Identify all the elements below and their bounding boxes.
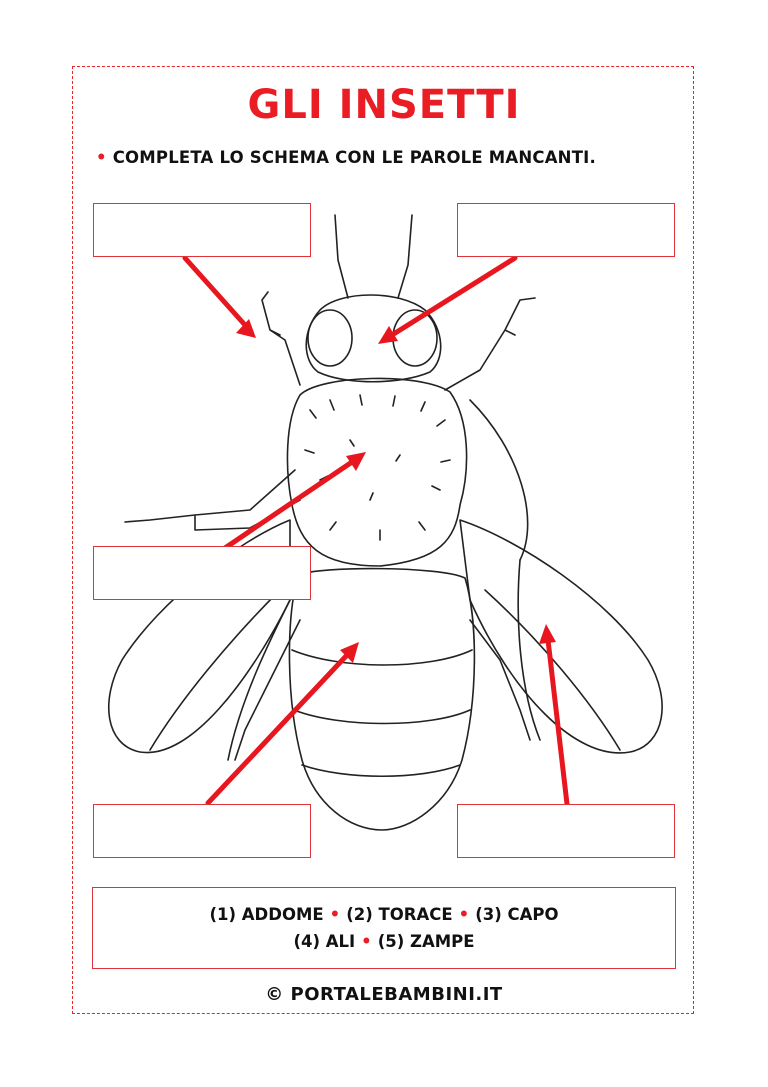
word-bank-line-1 [93,901,675,928]
thorax [287,378,466,566]
right-front-leg [445,298,535,390]
separator: • [361,932,372,951]
page-title: GLI INSETTI [247,82,521,128]
arrow-legs [185,258,245,325]
bullet: • [96,148,107,167]
arrow-wings-head [539,624,556,644]
abdomen-stripe-2 [294,710,470,724]
arrow-head [392,258,515,335]
word-ali: (4) ALI [293,932,356,951]
separator: • [329,905,341,924]
word-bank-line-2 [93,928,675,955]
answer-box-top-left[interactable] [93,203,311,257]
word-addome: (1) ADDOME [209,905,324,924]
abdomen [289,569,474,830]
word-bank [92,887,676,969]
left-eye [308,310,352,366]
word-zampe: (5) ZAMPE [377,932,475,951]
answer-box-bottom-right[interactable] [457,804,675,858]
abdomen-stripe-3 [302,765,460,776]
left-wing-lower [228,600,290,760]
left-front-leg [262,292,300,385]
footer-credit: © PORTALEBAMBINI.IT [265,984,503,1005]
abdomen-stripe-1 [292,650,472,665]
answer-box-middle-left[interactable] [93,546,311,600]
word-capo: (3) CAPO [475,905,559,924]
head [306,295,440,382]
right-wing-upper [460,520,662,753]
arrow-abdomen [208,654,348,803]
right-antenna [398,215,412,298]
left-wing-vein [150,590,280,750]
right-hind-leg [470,620,530,740]
left-mid-leg [125,470,300,530]
left-antenna [335,215,348,298]
word-torace: (2) TORACE [346,905,453,924]
separator: • [458,905,470,924]
answer-box-bottom-left[interactable] [93,804,311,858]
answer-box-top-right[interactable] [457,203,675,257]
instruction-text: COMPLETA LO SCHEMA CON LE PAROLE MANCANTI. [112,148,596,167]
